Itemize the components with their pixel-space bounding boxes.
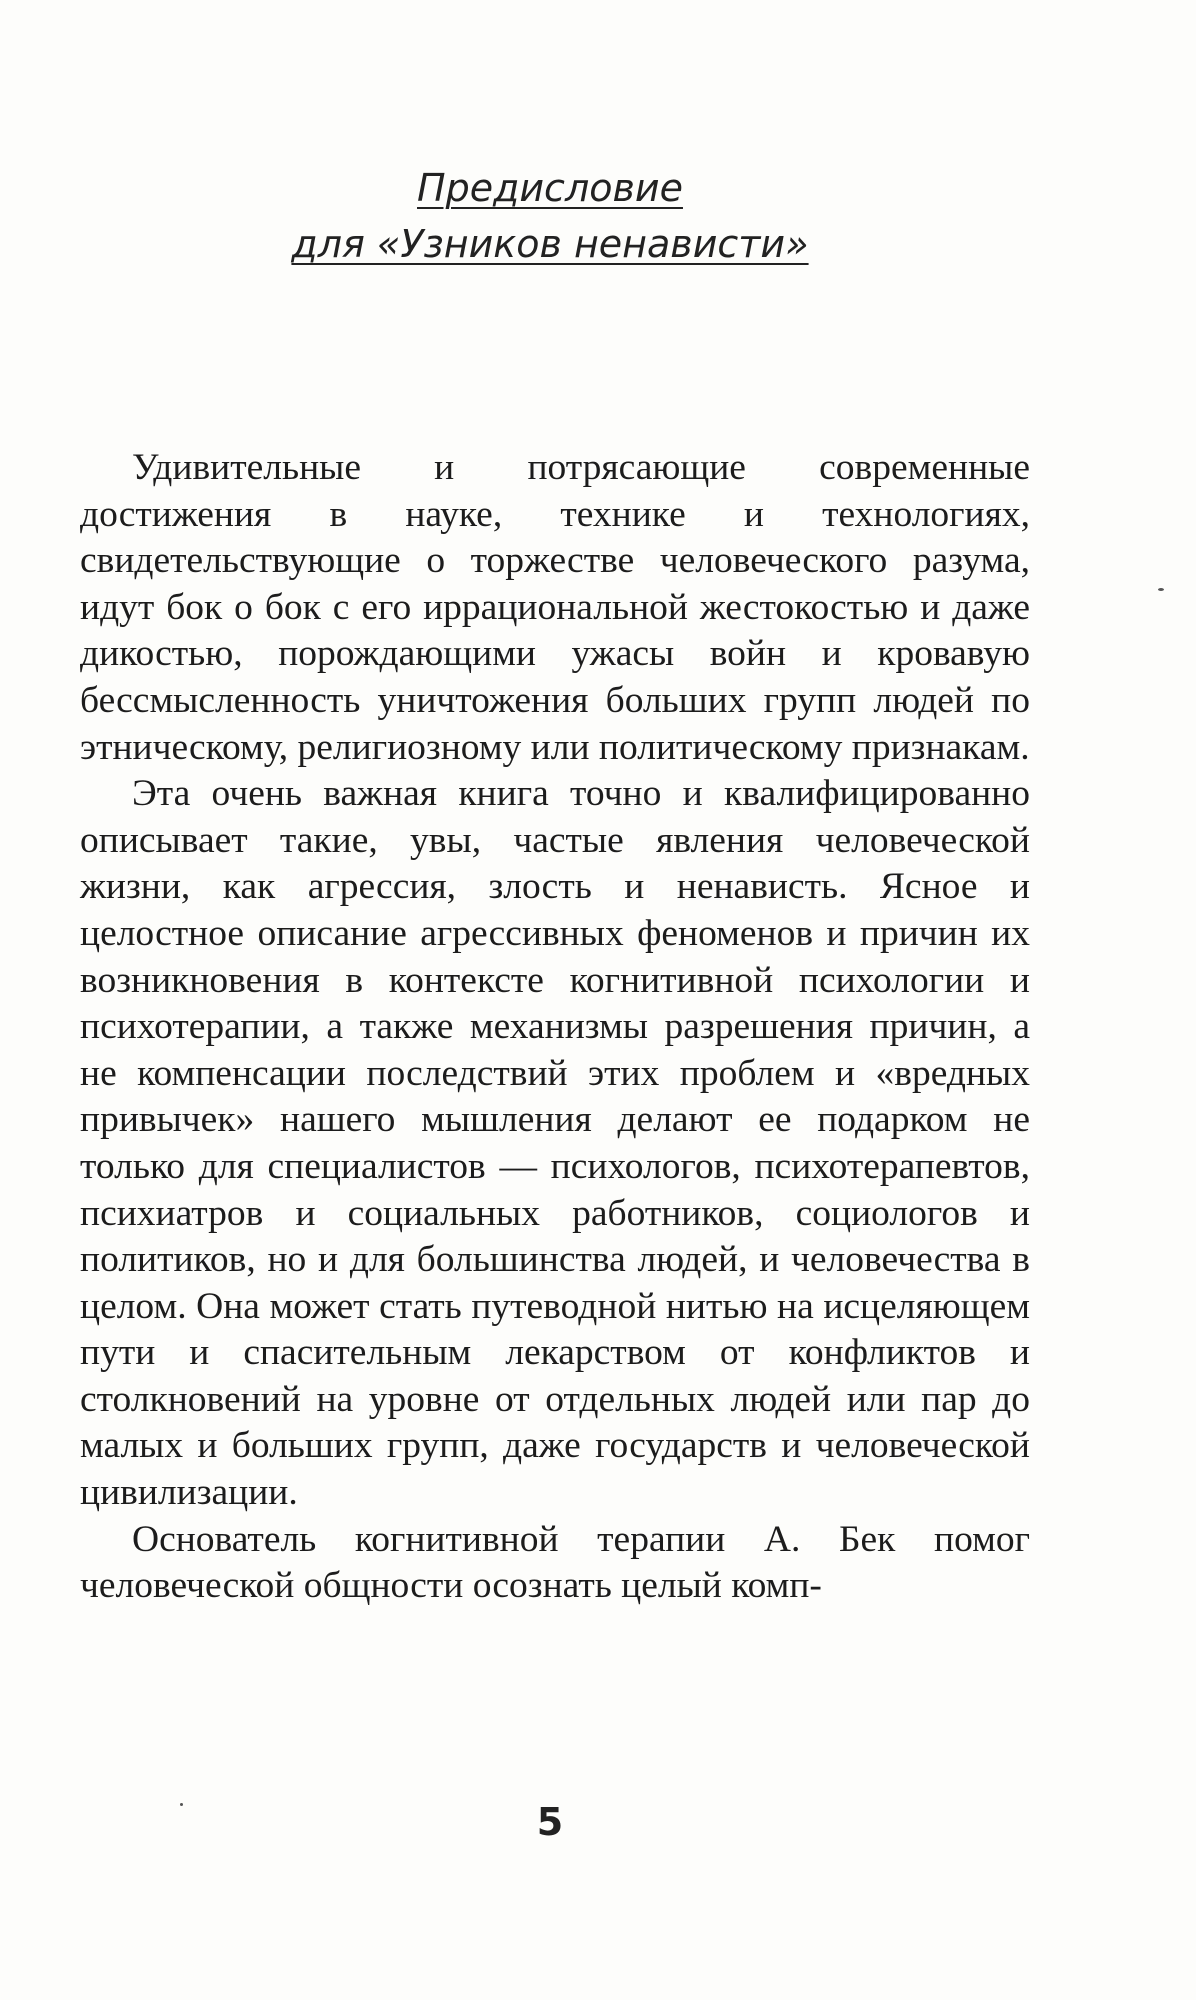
scan-speck [180, 1803, 183, 1806]
heading-line-2: для «Узников ненависти» [291, 222, 809, 266]
body-text [80, 445, 1030, 1610]
paragraph-1: Удивительные и потрясающие современные достижения в науке, технике и технологиях, свидетельствующие о торжестве человеческого разума, идут бок о бок с его иррациональной жестокостью и даже дикостью, порождающими ужасы войн и кровавую бессмысленность уничтожения больших групп людей по этническому, религиозному или политическому признакам. [80, 447, 1030, 768]
chapter-heading [0, 160, 1100, 272]
page-number: 5 [536, 1800, 564, 1844]
heading-line-1: Предисловие [417, 166, 683, 210]
scan-speck [1158, 588, 1164, 591]
paragraph-2: Эта очень важная книга точно и квалифицированно описывает такие, увы, частые явления человеческой жизни, как агрессия, злость и ненависть. Ясное и целостное описание агрессивных феноменов и причин их возникновения в контексте когнитивной психологии и психотерапии, а также механизмы разрешения причин, а не компенсации последствий этих проблем и «вредных привычек» нашего мышления делают ее подарком не только для специалистов — психологов, психотерапевтов, психиатров и социальных работников, социологов и политиков, но и для большинства людей, и человечества в целом. Она может стать путеводной нитью на исцеляющем пути и спасительным лекарством от конфликтов и столкновений на уровне от отдельных людей или пар до малых и больших групп, даже государств и человеческой цивилизации. [80, 773, 1030, 1514]
paragraph-3: Основатель когнитивной терапии А. Бек помог человеческой общности осознать целый комп- [80, 1518, 1030, 1607]
